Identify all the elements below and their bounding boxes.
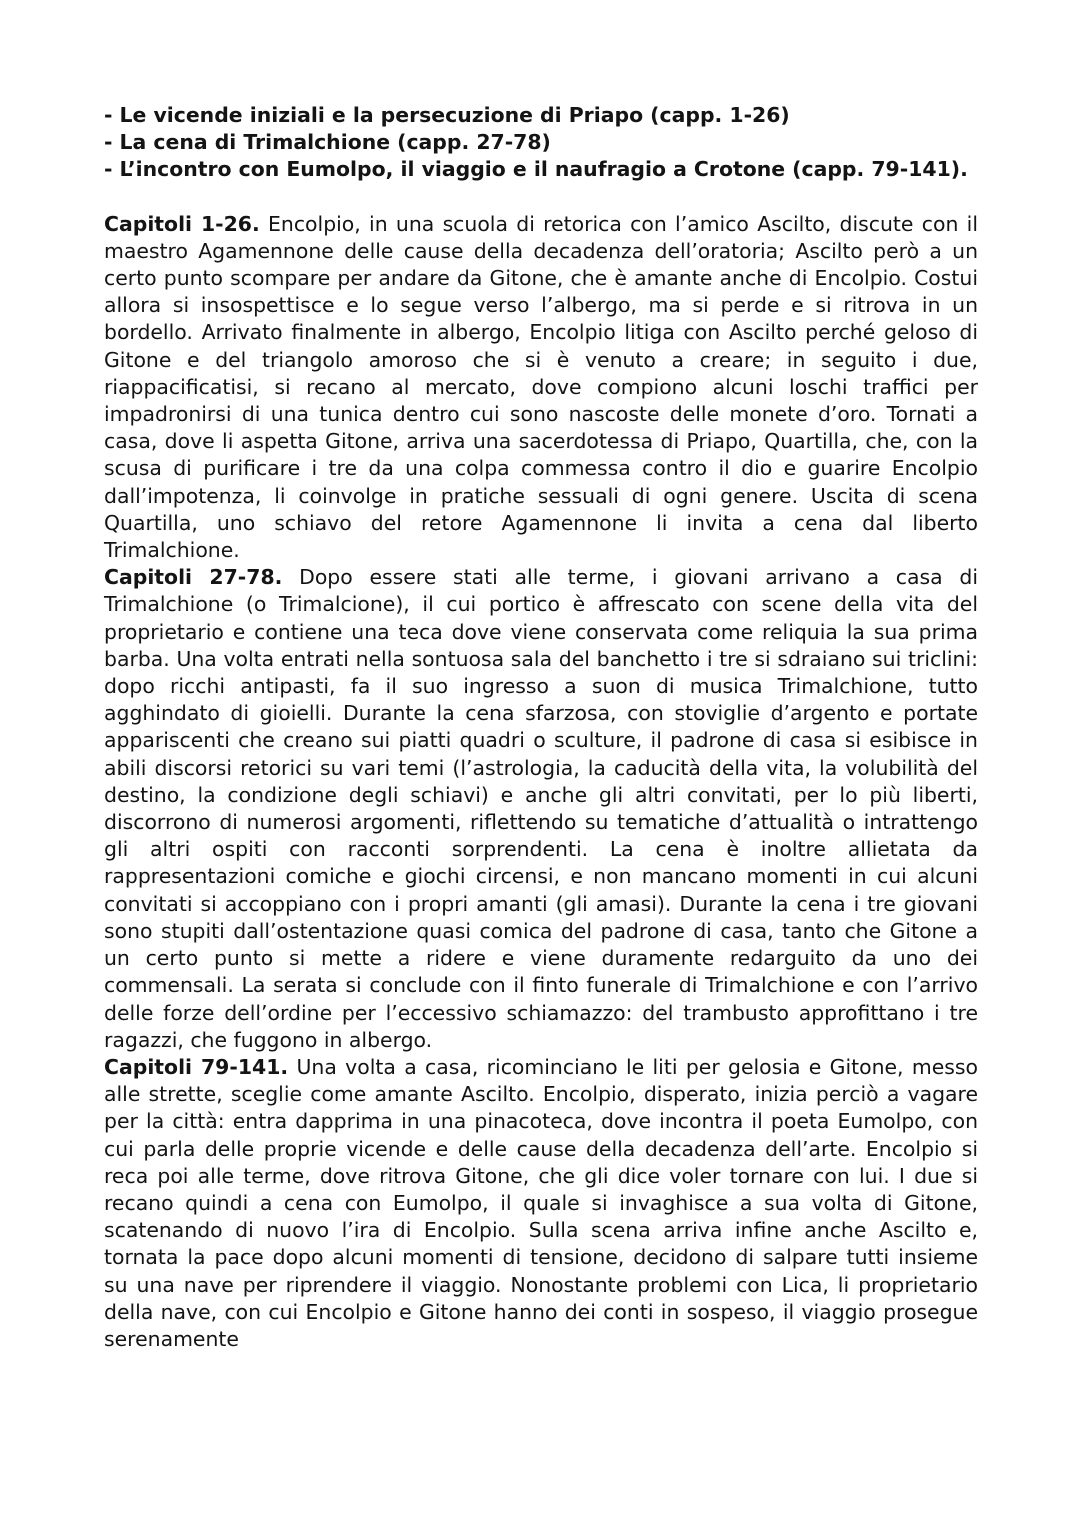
section-text: Encolpio, in una scuola di retorica con l’amico Ascilto, discute con il maestro Agamennone delle cause della decadenza dell’oratoria; Ascilto però a un certo punto scompare per andare da Gitone, che è amante anche di Encolpio. Costui allora si insospettisce e lo segue verso l’albergo, ma si perde e si ritrova in un bordello. Arrivato finalmente in albergo, Encolpio litiga con Ascilto perché geloso di Gitone e del triangolo amoroso che si è venuto a creare; in seguito i due, riappacificatisi, si recano al mercato, dove compiono alcuni loschi traffici per impadronirsi di una tunica dentro cui sono nascoste delle monete d’oro. Tornati a casa, dove li aspetta Gitone, arriva una sacerdotessa di Priapo, Quartilla, che, con la scusa di purificare i tre da una colpa commessa contro il dio e guarire Encolpio dall’impotenza, li coinvolge in pratiche sessuali di ogni genere. Uscita di scena Quartilla, uno schiavo del retore Agamennone li invita a cena dal liberto Trimalchione.	[104, 211, 978, 563]
document-page	[104, 102, 978, 1353]
outline-item: - La cena di Trimalchione (capp. 27-78)	[104, 130, 551, 155]
section-chapters-27-78	[104, 564, 978, 1054]
blank-line	[104, 184, 978, 211]
outline-item: - Le vicende iniziali e la persecuzione di Priapo (capp. 1-26)	[104, 103, 790, 127]
section-heading: Capitoli 27-78.	[104, 565, 283, 590]
section-heading: Capitoli 1-26.	[104, 211, 260, 236]
section-text: Una volta a casa, ricominciano le liti per gelosia e Gitone, messo alle strette, sceglie come amante Ascilto. Encolpio, disperato, inizia perciò a vagare per la città: entra dapprima in una pinacoteca, dove incontra il poeta Eumolpo, con cui parla delle proprie vicende e delle cause della decadenza dell’arte. Encolpio si reca poi alle terme, dove ritrova Gitone, che gli dice voler tornare con lui. I due si recano quindi a cena con Eumolpo, il quale si invaghisce a sua volta di Gitone, scatenando di nuovo l’ira di Encolpio. Sulla scena arriva infine anche Ascilto e, tornata la pace dopo alcuni momenti di tensione, decidono di salpare tutti insieme su una nave per riprendere il viaggio. Nonostante problemi con Lica, li proprietario della nave, con cui Encolpio e Gitone hanno dei conti in sospeso, il viaggio prosegue serenamente	[104, 1054, 979, 1351]
section-chapters-1-26	[104, 211, 978, 565]
outline-item: - L’incontro con Eumolpo, il viaggio e il naufragio a Crotone (capp. 79-141).	[104, 157, 968, 182]
section-chapters-79-141	[104, 1054, 978, 1353]
section-heading: Capitoli 79-141.	[104, 1054, 289, 1079]
outline-list	[104, 102, 978, 184]
section-text: Dopo essere stati alle terme, i giovani arrivano a casa di Trimalchione (o Trimalcione), il cui portico è affrescato con scene della vita del proprietario e contiene una teca dove viene conservata come reliquia la sua prima barba. Una volta entrati nella sontuosa sala del banchetto i tre si sdraiano sui triclini: dopo ricchi antipasti, fa il suo ingresso a suon di musica Trimalchione, tutto agghindato di gioielli. Durante la cena sfarzosa, con stoviglie d’argento e portate appariscenti che creano sui piatti quadri o sculture, il padrone di casa si esibisce in abili discorsi retorici su vari temi (l’astrologia, la caducità della vita, la volubilità del destino, la condizione degli schiavi) e anche gli altri convitati, per lo più liberti, discorrono di numerosi argomenti, riflettendo su tematiche d’attualità o intrattengo gli altri ospiti con racconti sorprendenti. La cena è inoltre allietata da rappresentazioni comiche e giochi circensi, e non mancano momenti in cui alcuni convitati si accoppiano con i propri amanti (gli amasi). Durante la cena i tre giovani sono stupiti dall’ostentazione quasi comica del padrone di casa, tanto che Gitone a un certo punto si mette a ridere e viene duramente redarguito da uno dei commensali. La serata si conclude con il finto funerale di Trimalchione e con l’arrivo delle forze dell’ordine per l’eccessivo schiamazzo: del trambusto approfittano i tre ragazzi, che fuggono in albergo.	[104, 565, 978, 1052]
